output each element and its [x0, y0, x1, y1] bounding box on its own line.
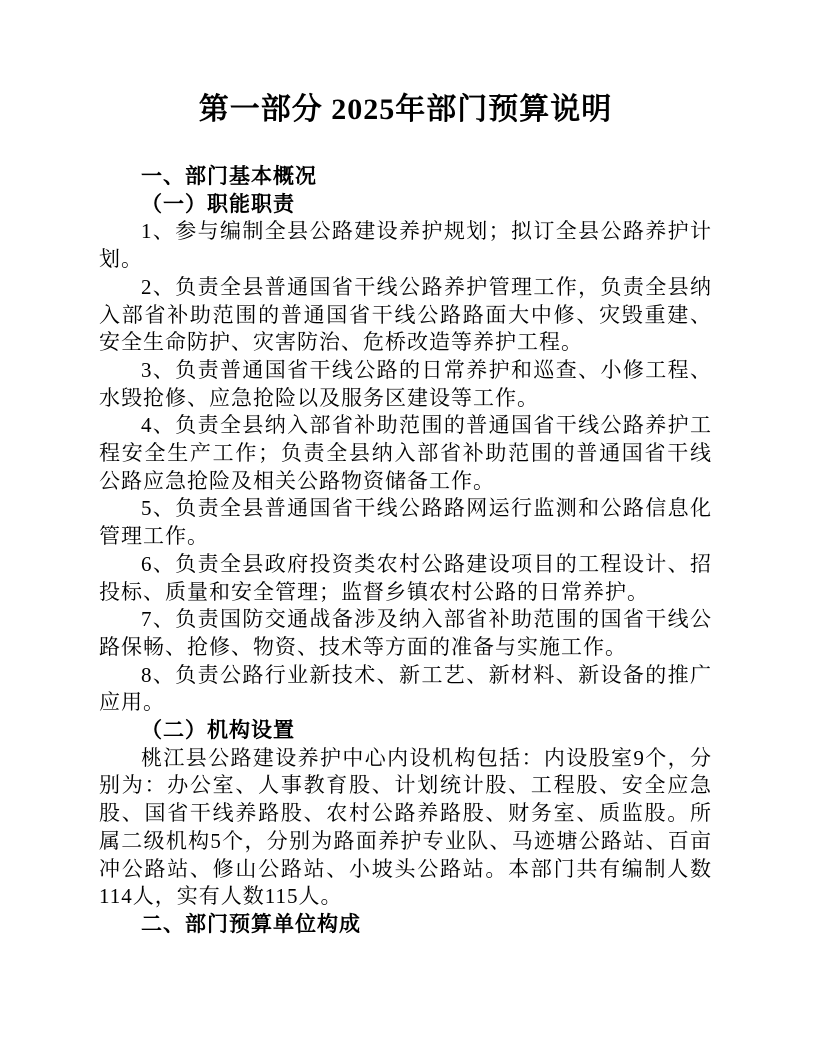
section-heading-basic-overview: 一、部门基本概况: [141, 164, 317, 188]
section-heading-budget-units: 二、部门预算单位构成: [141, 911, 361, 936]
duty-paragraph-4: 4、负责全县纳入部省补助范围的普通国省干线公路养护工程安全生产工作；负责全县纳入部省补助范围的普通国省干线公路应急抢险及相关公路物资储备工作。: [99, 413, 712, 493]
duty-paragraph-6: 6、负责全县政府投资类农村公路建设项目的工程设计、招投标、质量和安全管理；监督乡镇农村公路的日常养护。: [99, 551, 712, 604]
subsection-heading-duties: （一）职能职责: [141, 191, 295, 216]
document-title: 第一部分 2025年部门预算说明: [198, 93, 613, 126]
duty-paragraph-7: 7、负责国防交通战备涉及纳入部省补助范围的国省干线公路保畅、抢修、物资、技术等方面的准备与实施工作。: [99, 607, 712, 659]
duty-paragraph-1: 1、参与编制全县公路建设养护规划；拟订全县公路养护计划。: [99, 219, 712, 272]
duty-paragraph-8: 8、负责公路行业新技术、新工艺、新材料、新设备的推广应用。: [99, 662, 712, 715]
duty-paragraph-2: 2、负责全县普通国省干线公路养护管理工作，负责全县纳入部省补助范围的普通国省干线公路路面大中修、灾毁重建、安全生命防护、灾害防治、危桥改造等养护工程。: [99, 274, 712, 355]
document-content: [99, 88, 712, 939]
subsection-heading-organization: （二）机构设置: [141, 718, 295, 743]
duty-paragraph-5: 5、负责全县普通国省干线公路路网运行监测和公路信息化管理工作。: [99, 496, 712, 549]
document-body: [99, 163, 712, 939]
duty-paragraph-3: 3、负责普通国省干线公路的日常养护和巡查、小修工程、水毁抢修、应急抢险以及服务区建设等工作。: [99, 357, 712, 410]
organization-paragraph: 桃江县公路建设养护中心内设机构包括：内设股室9个，分别为：办公室、人事教育股、计划统计股、工程股、安全应急股、国省干线养路股、农村公路养路股、财务室、质监股。所属二级机构5个，分别为路面养护专业队、马迹塘公路站、百亩冲公路站、修山公路站、小坡头公路站。本部门共有编制人数114人，实有人数115人。: [99, 745, 712, 909]
